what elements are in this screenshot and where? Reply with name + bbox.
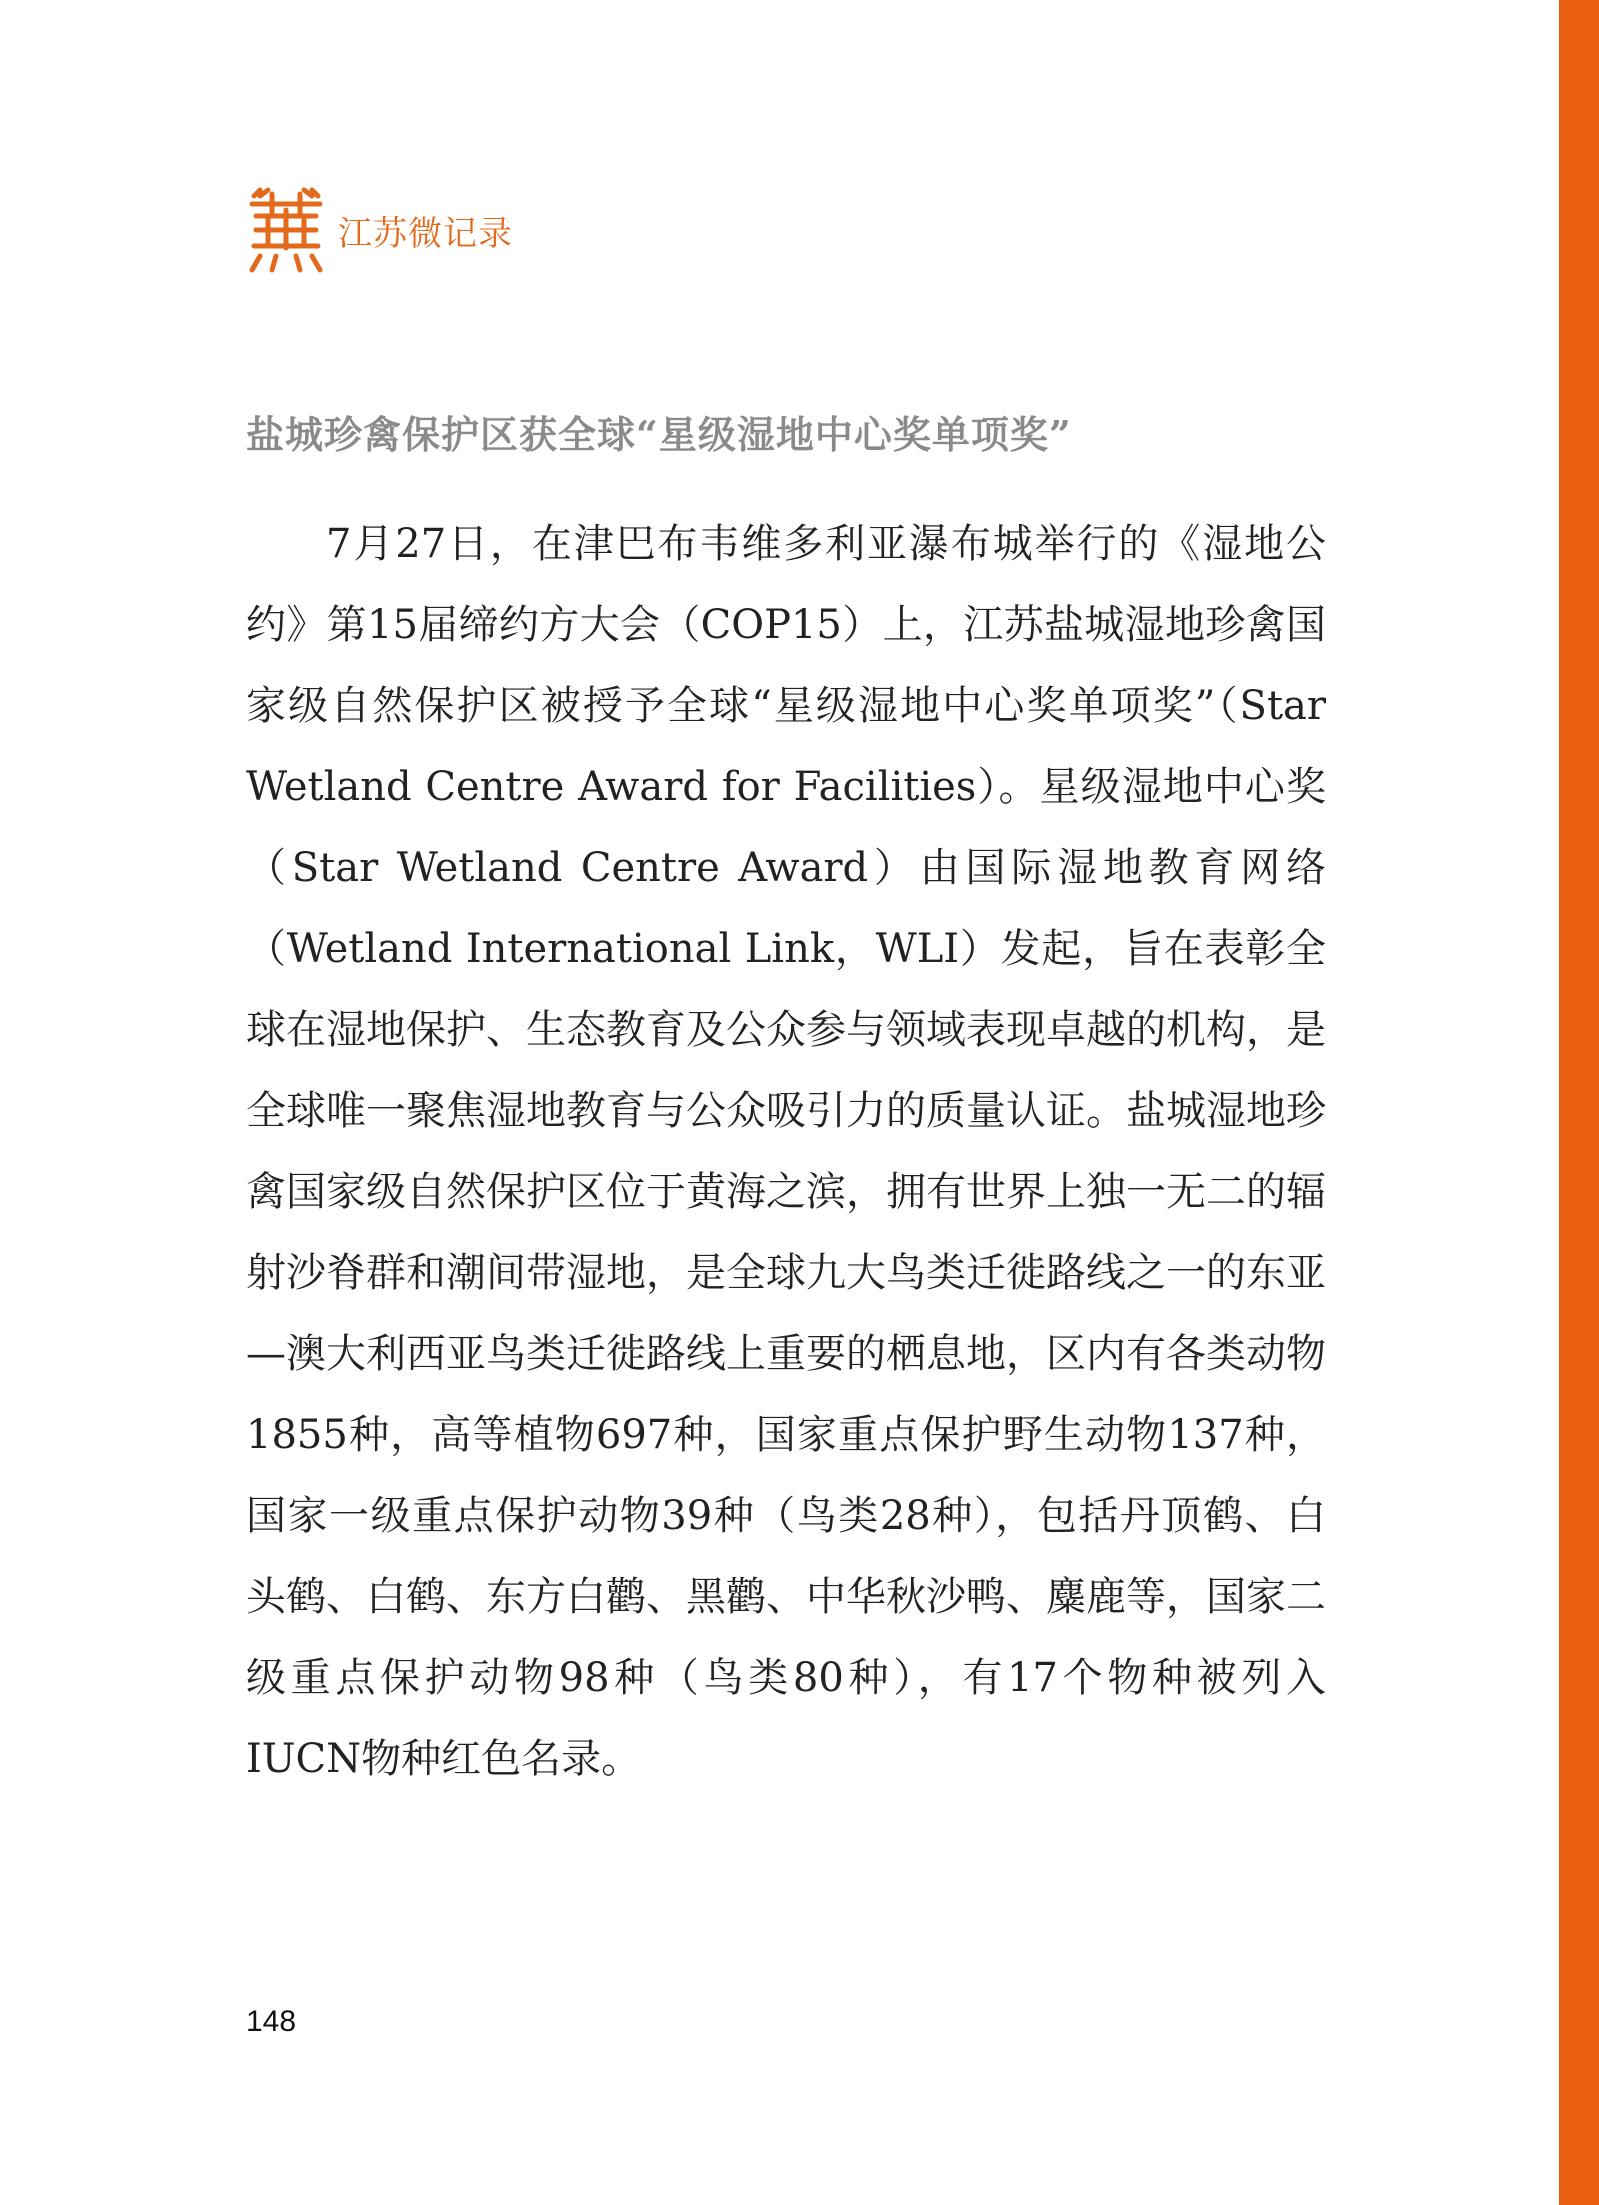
article-body: 7月27日，在津巴布韦维多利亚瀑布城举行的《湿地公约》第15届缔约方大会（COP15）上，江苏盐城湿地珍禽国家级自然保护区被授予全球“星级湿地中心奖单项奖”（Star Wetland Centre Award for Facilities）。星级湿地中心奖（Star Wetland Centre Award）由国际湿地教育网络（Wetland International Link，WLI）发起，旨在表彰全球在湿地保护、生态教育及公众参与领域表现卓越的机构，是全球唯一聚焦湿地教育与公众吸引力的质量认证。盐城湿地珍禽国家级自然保护区位于黄海之滨，拥有世界上独一无二的辐射沙脊群和潮间带湿地，是全球九大鸟类迁徙路线之一的东亚—澳大利西亚鸟类迁徙路线上重要的栖息地，区内有各类动物1855种，高等植物697种，国家重点保护野生动物137种，国家一级重点保护动物39种（鸟类28种），包括丹顶鹤、白头鹤、白鹤、东方白鹳、黑鹳、中华秋沙鸭、麋鹿等，国家二级重点保护动物98种（鸟类80种），有17个物种被列入IUCN物种红色名录。 [246, 521, 1326, 1782]
page-number: 148 [246, 2005, 297, 2038]
article-title: 盐城珍禽保护区获全球“星级湿地中心奖单项奖” [246, 412, 1072, 457]
jiangsu-logo-icon [246, 186, 326, 274]
section-header [246, 186, 513, 274]
header-title: 江苏微记录 [338, 213, 513, 254]
edge-color-bar [1559, 0, 1599, 2205]
